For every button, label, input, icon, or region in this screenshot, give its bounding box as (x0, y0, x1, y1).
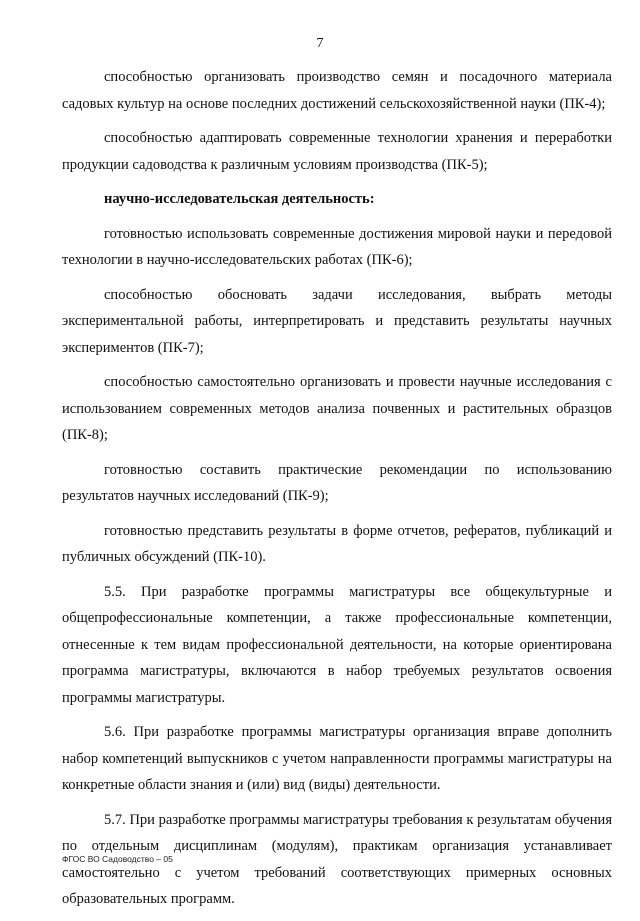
section-heading-research: научно-исследовательская деятельность: (104, 191, 375, 207)
paragraph-pk7: способностью обосновать задачи исследования, выбрать методы экспериментальной работы, интерпретировать и представить результаты научных экспериментов (ПК-7); (62, 286, 612, 356)
document-body (62, 64, 612, 921)
paragraph-pk10: готовностью представить результаты в форме отчетов, рефератов, публикаций и публичных обсуждений (ПК-10). (62, 522, 612, 565)
paragraph-5-6: 5.6. При разработке программы магистратуры организация вправе дополнить набор компетенций выпускников с учетом направленности программы магистратуры на конкретные области знания и (или) вид (виды) деятельности. (62, 724, 612, 793)
paragraph-pk8: способностью самостоятельно организовать и провести научные исследования с использованием современных методов анализа почвенных и растительных образцов (ПК-8); (62, 374, 612, 443)
paragraph-pk4: способностью организовать производство семян и посадочного материала садовых культур на основе последних достижений сельскохозяйственной науки (ПК-4); (62, 69, 612, 112)
paragraph-pk6: готовностью использовать современные достижения мировой науки и передовой технологии в научно-исследовательских работах (ПК-6); (62, 225, 612, 268)
paragraph-pk9: готовностью составить практические рекомендации по использованию результатов научных исследований (ПК-9); (62, 461, 612, 504)
paragraph-5-7: 5.7. При разработке программы магистратуры требования к результатам обучения по отдельным дисциплинам (модулям), практикам организация устанавливает самостоятельно с учетом требований соответствующих примерных основных образовательных программ. (62, 811, 612, 907)
page-number: 7 (316, 36, 324, 51)
footer-doc-code: ФГОС ВО Садоводство – 05 (62, 854, 173, 864)
paragraph-pk5: способностью адаптировать современные технологии хранения и переработки продукции садоводства к различным условиям производства (ПК-5); (62, 130, 612, 173)
paragraph-5-5: 5.5. При разработке программы магистратуры все общекультурные и общепрофессиональные компетенции, а также профессиональные компетенции, отнесенные к тем видам профессиональной деятельности, на которые ориентирована программа магистратуры, включаются в набор требуемых результатов освоения программы магистратуры. (62, 583, 612, 706)
